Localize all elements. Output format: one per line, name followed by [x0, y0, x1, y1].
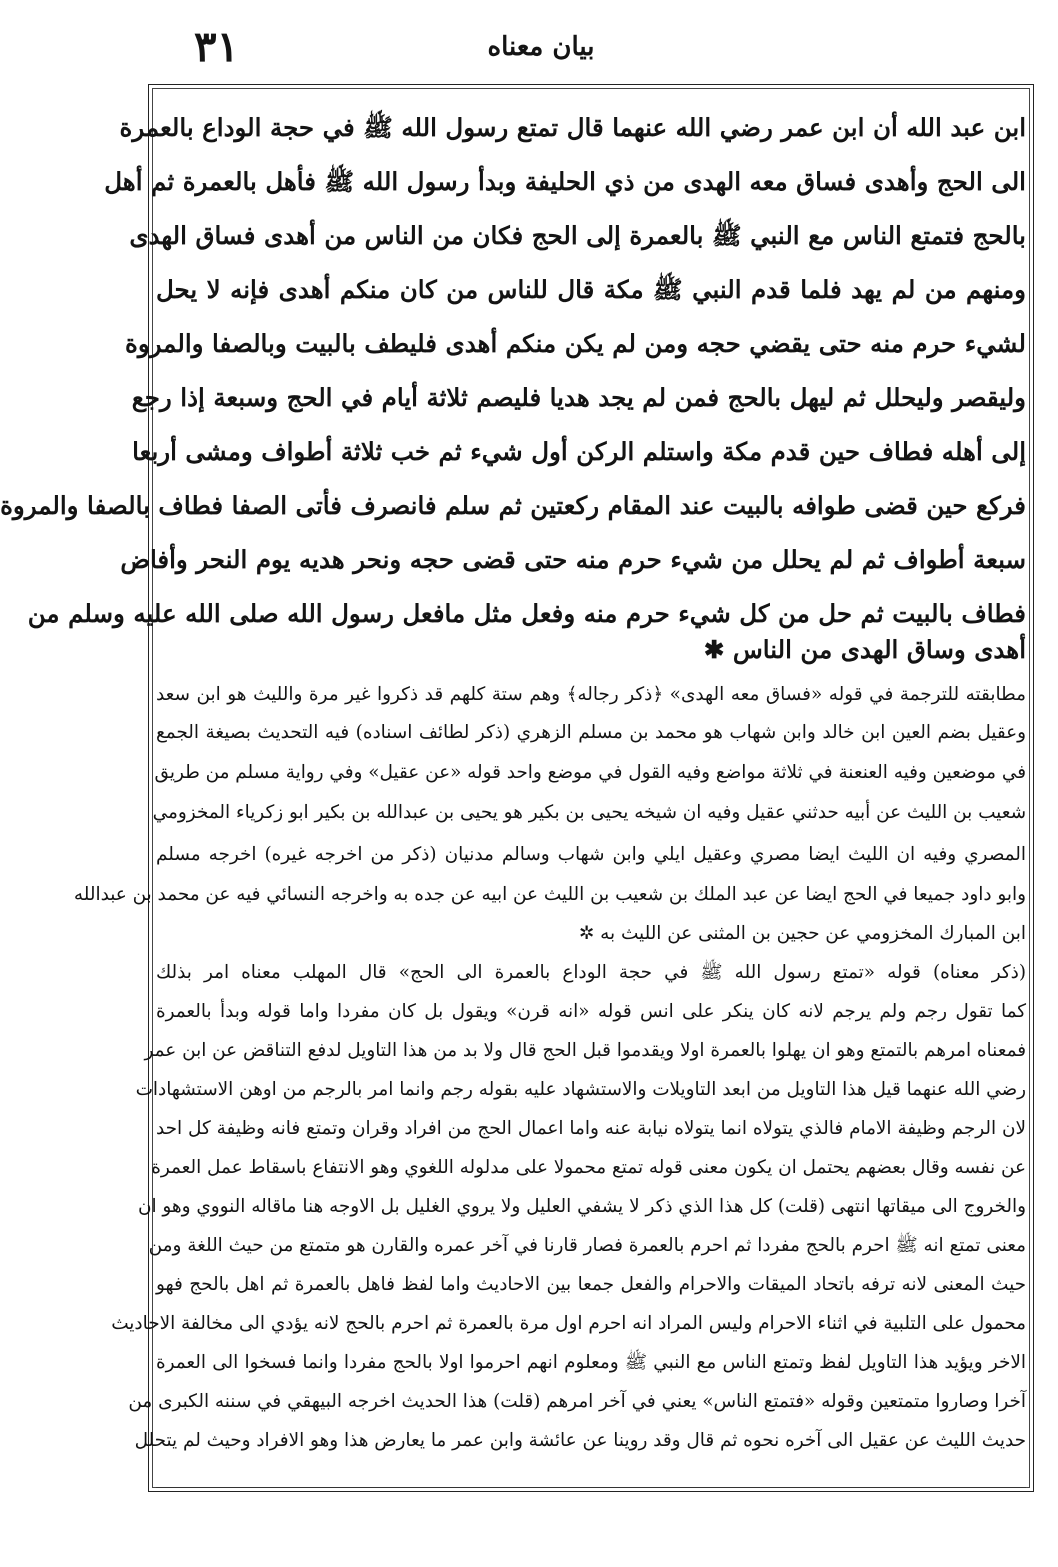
hadith-line: فركع حين قضى طوافه بالبيت عند المقام ركعتين ثم سلم فانصرف فأتى الصفا فطاف بالصفا والمروة: [0, 491, 1026, 520]
bottom-rule: [156, 1487, 1026, 1488]
commentary-line: آخرا وصاروا متمتعين وقوله «فتمتع الناس» يعني في آخر امرهم (قلت) هذا الحديث اخرجه البيهقي في سننه الكبرى من: [128, 1391, 1026, 1412]
commentary-line: رضي الله عنهما قيل هذا التاويل من ابعد التاويلات والاستشهاد عليه بقوله رجم وانما امر بالرجم من اوهن الاستشهادات: [135, 1079, 1026, 1100]
hadith-line: أهدى وساق الهدى من الناس ✱: [703, 635, 1026, 664]
page-number: ٣١: [194, 22, 240, 71]
commentary-line: المصري وفيه ان الليث ايضا مصري وعقيل ايلي وابن شهاب وسالم مدنيان (ذكر من اخرجه غيره) اخرجه مسلم: [156, 844, 1026, 865]
commentary-line: حديث الليث عن عقيل الى آخره نحوه ثم قال وقد روينا عن عائشة وابن عمر ما يعارض هذا وهو الافراد وحيث لم يتحلل: [134, 1430, 1026, 1451]
hadith-line: ومنهم من لم يهد فلما قدم النبي ﷺ مكة قال للناس من كان منكم أهدى فإنه لا يحل: [156, 275, 1026, 304]
commentary-line: معنى تمتع انه ﷺ احرم بالحج مفردا ثم احرم بالعمرة فصار قارنا في آخر عمره والقارن هو متمتع من حيث اللغة ومن: [148, 1235, 1026, 1256]
page-header: [31, 22, 1058, 78]
hadith-line: إلى أهله فطاف حين قدم مكة واستلم الركن أول شيء ثم خب ثلاثة أطواف ومشى أربعا: [132, 437, 1026, 466]
commentary-line: كما تقول رجم ولم يرجم لانه كان ينكر على انس قوله «انه قرن» ويقول بل كان مفردا واما قوله وبدأ بالعمرة: [156, 1001, 1026, 1022]
commentary-line: وعقيل بضم العين ابن خالد وابن شهاب هو محمد بن مسلم الزهري (ذكر لطائف اسناده) فيه التحديث بصيغة الجمع: [156, 722, 1026, 743]
hadith-line: سبعة أطواف ثم لم يحلل من شيء حرم منه حتى قضى حجه ونحر هديه يوم النحر وأفاض: [120, 545, 1026, 574]
commentary-line: والخروج الى ميقاتها انتهى (قلت) كل هذا الذي ذكر لا يشفي العليل ولا يروي الغليل بل الاوجه هنا ماقاله النووي وهو ان: [137, 1196, 1026, 1217]
hadith-line: وليقصر وليحلل ثم ليهل بالحج فمن لم يجد هديا فليصم ثلاثة أيام في الحج وسبعة إذا رجع: [131, 383, 1026, 412]
hadith-line: الى الحج وأهدى فساق معه الهدى من ذي الحليفة وبدأ رسول الله ﷺ فأهل بالعمرة ثم أهل: [104, 167, 1026, 196]
commentary-line: شعيب بن الليث عن أبيه حدثني عقيل وفيه ان شيخه يحيى بن بكير هو يحيى بن عبدالله بن بكير ابو زكرياء المخزومي: [152, 802, 1026, 823]
running-title: بيان معناه: [487, 32, 595, 62]
commentary-line: ابن المبارك المخزومي عن حجين بن المثنى عن الليث به ✲: [578, 923, 1026, 944]
hadith-line: فطاف بالبيت ثم حل من كل شيء حرم منه وفعل مثل مافعل رسول الله صلى الله عليه وسلم من: [27, 599, 1026, 628]
hadith-line: بالحج فتمتع الناس مع النبي ﷺ بالعمرة إلى الحج فكان من الناس من أهدى فساق الهدى: [129, 221, 1026, 250]
commentary-line: فمعناه امرهم بالتمتع وهو ان يهلوا بالعمرة اولا ويقدموا قبل الحج قال ولا بد من هذا التاويل لدفع التناقض عن ابن عمر: [144, 1040, 1026, 1061]
commentary-line: محمول على التلبية في اثناء الاحرام وليس المراد انه احرم اول مرة بالعمرة ثم احرم بالحج لانه يؤدي الى مخالفة الاحاديث: [111, 1313, 1026, 1334]
hadith-line: ابن عبد الله أن ابن عمر رضي الله عنهما قال تمتع رسول الله ﷺ في حجة الوداع بالعمرة: [119, 113, 1026, 142]
commentary-line: مطابقته للترجمة في قوله «فساق معه الهدى» ﴿ذكر رجاله﴾ وهم ستة كلهم قد ذكروا غير مرة والليث هو ابن سعد: [156, 684, 1026, 705]
commentary-line: الاخر ويؤيد هذا التاويل لفظ وتمتع الناس مع النبي ﷺ ومعلوم انهم احرموا اولا بالحج مفردا وانما فسخوا الى العمرة: [156, 1352, 1026, 1373]
commentary-line: حيث المعنى لانه ترفه باتحاد الميقات والاحرام والفعل جمعا بين الاحاديث واما لفظ فاهل بالعمرة ثم اهل بالحج فهو: [156, 1274, 1026, 1295]
commentary-line: لان الرجم وظيفة الامام فالذي يتولاه انما يتولاه نيابة عنه واما اعمال الحج من افراد وقران وتمتع فانه وظيفة كل احد: [156, 1118, 1026, 1139]
commentary-line: (ذكر معناه) قوله «تمتع رسول الله ﷺ في حجة الوداع بالعمرة الى الحج» قال المهلب معناه امر بذلك: [156, 962, 1026, 983]
hadith-line: لشيء حرم منه حتى يقضي حجه ومن لم يكن منكم أهدى فليطف بالبيت وبالصفا والمروة: [125, 329, 1026, 358]
commentary-line: عن نفسه وقال بعضهم يحتمل ان يكون معنى قوله تمتع محمولا على مدلوله اللغوي وهو الانتفاع باسقاط عمل العمرة: [151, 1157, 1026, 1178]
commentary-line: في موضعين وفيه العنعنة في ثلاثة مواضع وفيه القول في موضع واحد قوله «عن عقيل» وفي رواية مسلم من طريق: [154, 762, 1026, 783]
commentary-line: وابو داود جميعا في الحج ايضا عن عبد الملك بن شعيب بن الليث عن ابيه عن جده به واخرجه النسائي فيه عن محمد بن عبدالله: [73, 884, 1026, 905]
